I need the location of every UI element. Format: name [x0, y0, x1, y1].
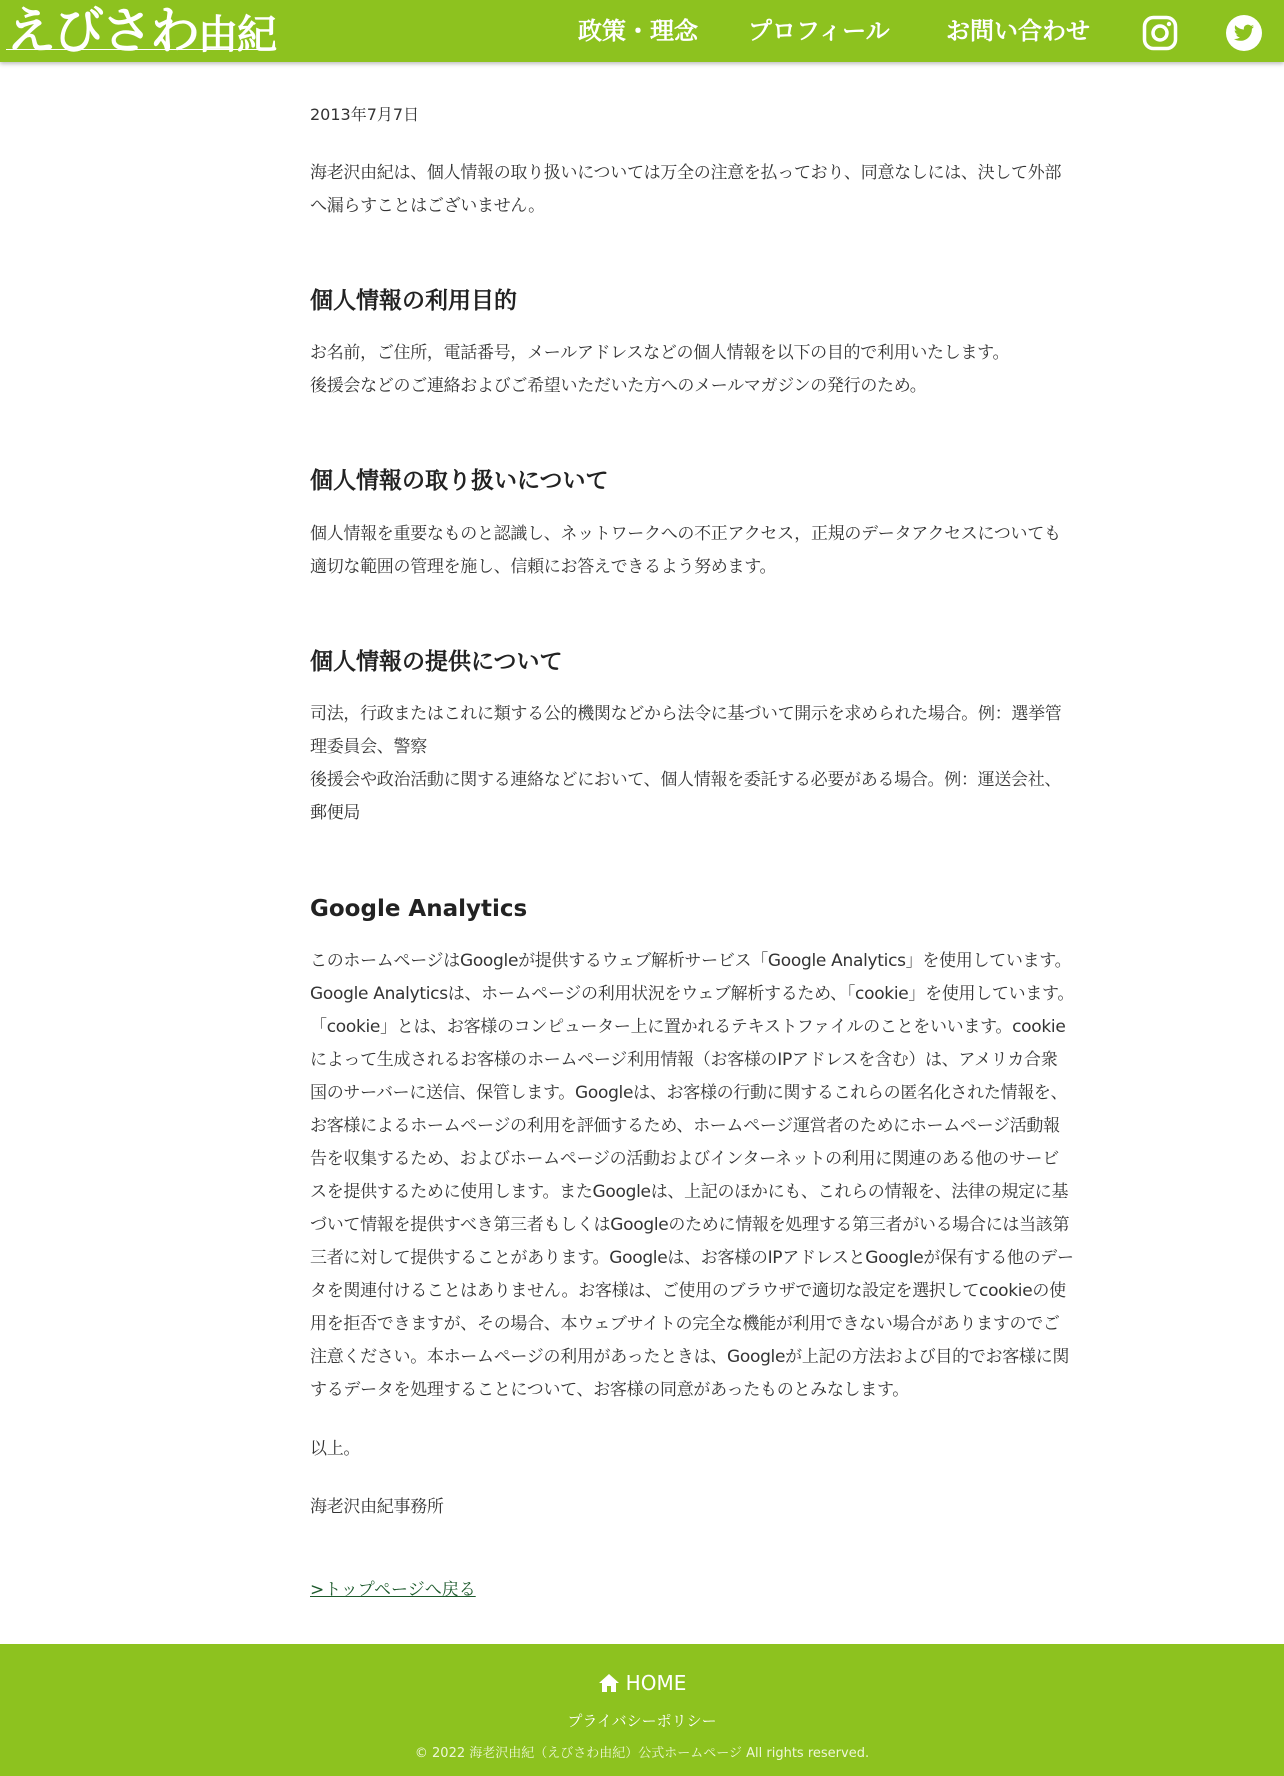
text-line: 理委員会、警察 — [310, 737, 427, 757]
text-line: づいて情報を提供すべき第三者もしくはGoogleのために情報を処理する第三者がいる場合には当該第 — [310, 1215, 1070, 1235]
text-line: タを関連付けることはありません。お客様は、ご使用のブラウザで適切な設定を選択してcookieの使 — [310, 1281, 1066, 1301]
section-body-disclosure — [310, 698, 1080, 830]
text-line: 以上。 — [310, 1439, 361, 1459]
home-icon — [598, 1673, 620, 1693]
office-name — [310, 1491, 1080, 1524]
text-line: 「cookie」とは、お客様のコンピューター上に置かれるテキストファイルのことをいいます。cookie — [310, 1017, 1066, 1037]
text-line: 後援会や政治活動に関する連絡などにおいて、個人情報を委託する必要がある場合。例：運送会社、 — [310, 770, 1062, 790]
section-heading-handling: 個人情報の取り扱いについて — [310, 468, 609, 494]
instagram-icon[interactable] — [1142, 12, 1178, 74]
text-line: お名前，ご住所，電話番号，メールアドレスなどの個人情報を以下の目的で利用いたします。 — [310, 343, 1010, 363]
section-heading-purpose: 個人情報の利用目的 — [310, 288, 517, 314]
nav-item-profile[interactable]: プロフィール — [748, 17, 890, 45]
text-line: このホームページはGoogleが提供するウェブ解析サービス「Google Analytics」を使用しています。 — [310, 951, 1072, 971]
text-line: 後援会などのご連絡およびご希望いただいた方へのメールマガジンの発行のため。 — [310, 376, 927, 396]
section-body-analytics — [310, 945, 1080, 1407]
logo-kana: えびさわ — [6, 2, 198, 60]
text-line: 国のサーバーに送信、保管します。Googleは、お客様の行動に関するこれらの匿名化された情報を、 — [310, 1083, 1068, 1103]
site-header — [0, 0, 1284, 62]
text-line: によって生成されるお客様のホームページ利用情報（お客様のIPアドレスを含む）は、アメリカ合衆 — [310, 1050, 1058, 1070]
privacy-policy-link[interactable]: プライバシーポリシー — [567, 1712, 717, 1730]
copyright: © 2022 海老沢由紀（えびさわ由紀）公式ホームページ All rights reserved. — [414, 1746, 870, 1761]
nav-item-contact[interactable]: お問い合わせ — [946, 17, 1090, 45]
section-body-purpose — [310, 337, 1080, 403]
text-line: お客様によるホームページの利用を評価するため、ホームページ運営者のためにホームページ活動報 — [310, 1116, 1060, 1136]
text-line: へ漏らすことはございません。 — [310, 196, 545, 216]
text-line: 司法，行政またはこれに類する公的機関などから法令に基づいて開示を求められた場合。例：選挙管 — [310, 704, 1062, 724]
text-line: Google Analyticsは、ホームページの利用状況をウェブ解析するため、「cookie」を使用しています。 — [310, 984, 1075, 1004]
text-line: するデータを処理することについて、お客様の同意があったものとみなします。 — [310, 1380, 909, 1400]
text-line: 告を収集するため、およびホームページの活動およびインターネットの利用に関連のある他のサービ — [310, 1149, 1059, 1169]
text-line: 適切な範囲の管理を施し、信頼にお答えできるよう努めます。 — [310, 557, 777, 577]
section-heading-disclosure: 個人情報の提供について — [310, 649, 563, 675]
back-to-top-link[interactable]: >トップページへ戻る — [310, 1580, 476, 1600]
nav-item-policy[interactable]: 政策・理念 — [578, 17, 698, 45]
text-line: スを提供するために使用します。またGoogleは、上記のほかにも、これらの情報を、法律の規定に基 — [310, 1182, 1069, 1202]
text-line: 用を拒否できますが、その場合、本ウェブサイトの完全な機能が利用できない場合がありますのでご — [310, 1314, 1060, 1334]
section-body-handling — [310, 518, 1080, 584]
intro-paragraph — [310, 157, 1080, 223]
text-line: 郵便局 — [310, 803, 361, 823]
site-footer — [0, 1644, 1284, 1776]
text-line: 注意ください。本ホームページの利用があったときは、Googleが上記の方法および目的でお客様に関 — [310, 1347, 1070, 1367]
footer-home-label: HOME — [625, 1671, 687, 1695]
footer-home — [0, 1668, 1284, 1698]
text-line: 海老沢由紀事務所 — [310, 1497, 444, 1517]
twitter-icon[interactable] — [1226, 12, 1262, 74]
footer-home-link[interactable] — [598, 1671, 687, 1695]
text-line: 海老沢由紀は、個人情報の取り扱いについては万全の注意を払っており、同意なしには、決して外部 — [310, 163, 1062, 183]
text-line: 個人情報を重要なものと認識し、ネットワークへの不正アクセス，正規のデータアクセスについても — [310, 524, 1061, 544]
page-date: 2013年7月7日 — [310, 105, 420, 124]
site-logo[interactable] — [6, 2, 276, 60]
section-heading-analytics: Google Analytics — [310, 896, 528, 922]
footer-privacy — [0, 1710, 1284, 1732]
logo-kanji: 由紀 — [198, 12, 276, 58]
text-line: 三者に対して提供することがあります。Googleは、お客様のIPアドレスとGoogleが保有する他のデー — [310, 1248, 1074, 1268]
closing-text — [310, 1433, 1080, 1466]
